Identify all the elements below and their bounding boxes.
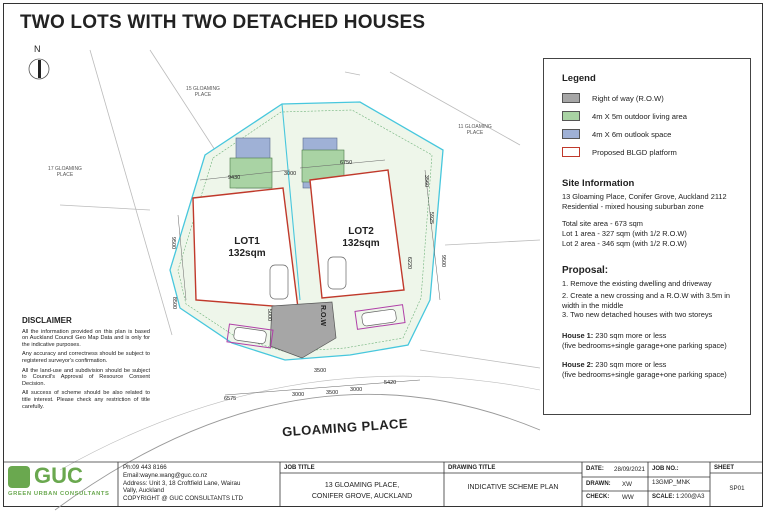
company-email: Email:wayne.wang@guc.co.nz (123, 471, 208, 479)
date-value: 28/09/2021 (614, 466, 645, 473)
house1-label: House 1: (562, 331, 594, 340)
guc-logo-subtitle: GREEN URBAN CONSULTANTS (8, 491, 110, 497)
legend-label: Right of way (R.O.W) (592, 93, 664, 103)
dim-label: 5925 (428, 211, 435, 225)
job-no-label: JOB NO.: (652, 466, 679, 472)
dim-label: 6750 (340, 160, 353, 166)
site-lot2-area: Lot 2 area - 346 sqm (with 1/2 R.O.W) (562, 239, 687, 248)
site-address: 13 Gloaming Place, Conifer Grove, Auckland 2112 (562, 192, 727, 201)
house2-detail: (five bedrooms+single garage+one parking space) (562, 370, 727, 379)
dim-label: 5420 (384, 380, 397, 386)
date-label: DATE: (586, 466, 604, 472)
sheet-value: SP01 (729, 485, 745, 492)
drawn-label: DRAWN: (586, 481, 611, 487)
drawn-value: XW (622, 481, 632, 488)
guc-logo (8, 463, 112, 502)
job-no-value: 13GMP_MNK (652, 479, 691, 486)
dim-label: 9430 (228, 175, 241, 181)
dim-label: 3560 (423, 174, 430, 188)
scale (652, 494, 704, 500)
street-name: GLOAMING PLACE (281, 415, 409, 440)
dim-label: 9500 (170, 236, 177, 250)
job-title-line-2: CONIFER GROVE, AUCKLAND (311, 493, 413, 500)
proposal-item: 3. Two new detached houses with two storeys (562, 310, 713, 319)
dim-label: 3000 (292, 392, 305, 398)
site-info-heading: Site Information (562, 178, 635, 189)
dim-label: 5000 (266, 308, 273, 322)
house2-text: 230 sqm more or less (593, 360, 667, 369)
house2-label: House 2: (562, 360, 594, 369)
guc-logo-text: GUC (34, 463, 83, 488)
guc-logo-mark-icon (8, 466, 30, 488)
lot2-area: 132sqm (342, 238, 380, 249)
neighbour-17-label: 17 GLOAMING PLACE (48, 166, 82, 178)
lot1-area: 132sqm (228, 248, 266, 259)
scale-value: 1:200@A3 (676, 494, 705, 500)
dim-label: 3500 (326, 390, 339, 396)
site-total-area: Total site area - 673 sqm (562, 219, 643, 228)
job-title (284, 480, 440, 502)
legend-label: Proposed BLGD platform (592, 147, 677, 157)
disclaimer-paragraph: All the land-use and subdivision should be subject to Council's Approval of Resource Consent Decision. (22, 367, 150, 387)
disclaimer-title: DISCLAIMER (22, 316, 72, 325)
neighbour-11-label: 11 GLOAMING PLACE (458, 124, 492, 136)
check-label: CHECK: (586, 494, 610, 500)
dim-label: 6220 (406, 256, 413, 270)
drawing-title-label: DRAWING TITLE (448, 465, 496, 471)
drawing-title: INDICATIVE SCHEME PLAN (467, 484, 559, 491)
dim-label: 8500 (171, 296, 178, 310)
site-zone: Residential - mixed housing suburban zone (562, 202, 704, 211)
proposal-item: 1. Remove the existing dwelling and driveway (562, 279, 712, 288)
site-lot1-area: Lot 1 area - 327 sqm (with 1/2 R.O.W) (562, 229, 687, 238)
dim-label: 3500 (314, 368, 327, 374)
dim-label: 3000 (284, 171, 297, 177)
north-label: N (34, 44, 41, 54)
proposal-item: 2. Create a new crossing and a R.O.W with 3.5m in width in the middle (562, 291, 731, 310)
dim-label: 6575 (224, 396, 237, 402)
legend-label: 4m X 6m outlook space (592, 129, 672, 139)
disclaimer-paragraph: All the information provided on this plan is based on Auckland Council Geo Map Data and is only for the indicative purposes. (22, 328, 150, 348)
check-value: WW (622, 494, 634, 501)
row-label: R.O.W (319, 305, 326, 326)
neighbour-15-label: 15 GLOAMING PLACE (186, 86, 220, 98)
house1-detail: (five bedrooms+single garage+one parking space) (562, 341, 727, 350)
job-title-line-1: 13 GLOAMING PLACE, (324, 482, 400, 489)
disclaimer-paragraph: All success of scheme should be also related to title interest. Please check any restriction of title carefully. (22, 390, 150, 410)
house1-text: 230 sqm more or less (593, 331, 667, 340)
scale-label: SCALE: (652, 494, 675, 500)
dim-label: 9500 (440, 254, 447, 268)
lot1-name: LOT1 (234, 236, 260, 247)
copyright: COPYRIGHT @ GUC CONSULTANTS LTD (123, 495, 243, 503)
legend-label: 4m X 5m outdoor living area (592, 111, 687, 121)
job-title-label: JOB TITLE (284, 465, 315, 471)
lot2-name: LOT2 (348, 226, 374, 237)
disclaimer-paragraph: Any accuracy and correctness should be subject to registered surveyor's confirmation. (22, 351, 150, 364)
page-title: TWO LOTS WITH TWO DETACHED HOUSES (20, 12, 426, 33)
dim-label: 3000 (350, 387, 363, 393)
sheet-label: SHEET (714, 465, 735, 471)
company-address-2: Vally, Auckland (123, 487, 165, 495)
legend-title: Legend (562, 73, 596, 84)
company-phone: Ph:09 443 8166 (123, 464, 167, 471)
proposal-heading: Proposal: (562, 265, 609, 276)
company-address-1: Address: Unit 3, 18 Croftfield Lane, Wairau (123, 479, 241, 487)
company-contact (123, 464, 243, 503)
